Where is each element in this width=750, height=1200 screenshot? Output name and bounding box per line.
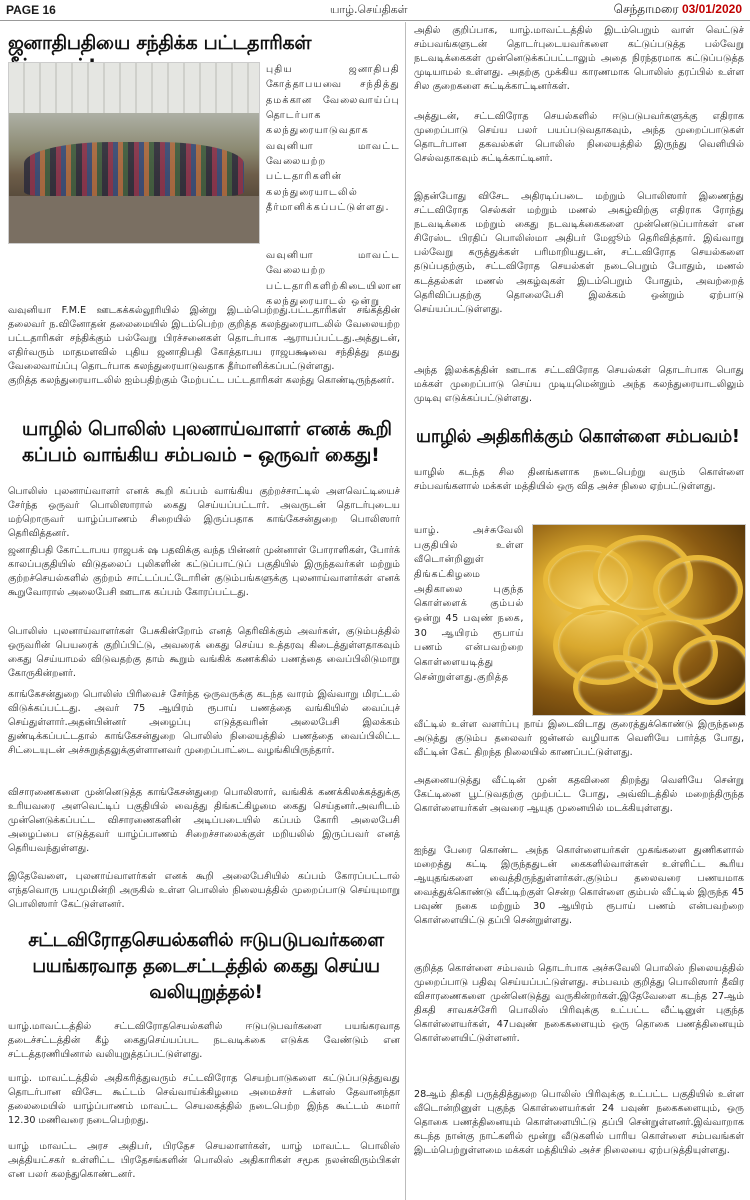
article1-intro: புதிய ஜனாதிபதி கோத்தாபயவை சந்தித்து தமக்கான வேலைவாய்ப்பு தொடர்பாக கலந்துரையாடுவதாக வவுனியா மாவட்ட வேலையற்ற பட்டதாரிகளின் கலந்துரையாடலில் தீர்மானிக்கப்பட்டுள்ளது. xyxy=(266,64,400,214)
right-column xyxy=(412,22,744,1200)
article3-para1: யாழ்.மாவட்டத்தில் சட்டவிரோதசெயல்களில் ஈடுபடுபவர்களை பயங்கரவாத தடைச்சட்டத்தின் கீழ் கைதுசெய்யப்பட நடவடிக்கை எடுக்க வேண்டும் என சட்டத்தரணியினால் வலியுறுத்தப்பட்டுள்ளது. xyxy=(8,1021,400,1061)
article4-para5: குறித்த கொள்ளை சம்பவம் தொடர்பாக அச்சுவேலி பொலிஸ் நிலையத்தில் முறைப்பாடு பதிவு செய்யப்பட்டுள்ளது. சம்பவம் குறித்து பொலிஸார் தீவிர விசாரணைகளை முன்னெடுத்து வருகின்றர்கள்.இதேவேளை கடந்த 27ஆம் திகதி சாவகச்சேரி பொலிஸ் பிரிவுக்கு உட்பட்ட வீட்டினுள் புகுந்த கொள்ளையர்கள், 47பவுண் நகைகளையும் ஒரு தொகை பணத்தினையும் கொள்ளையிட்டுள்ளனர். xyxy=(414,963,744,1045)
article2-para6: இதேவேளை, புலனாய்வாளர்கள் எனக் கூறி அலைபேசியில் கப்பம் கோரப்பட்டால் எந்தவொரு பயமுமின்றி அருகில் உள்ள பொலிஸ் நிலையத்தில் முறைப்பாடு செய்யுமாறு பொலிஸார் கேட்டுள்ளனர். xyxy=(8,871,400,911)
article2-para5: விசாரணைகளை முன்னெடுத்த காங்கேசன்துறை பொலிஸார், வங்கிக் கணக்கிலக்கத்துக்கு உரியவரை அளவெட்டிப் பகுதியில் வைத்து திங்கட்கிழமை கைது செய்தனர்.அவரிடம் முன்னெடுக்கப்பட்ட விசாரணைகளின் அடிப்படையில் கப்பம் கோரி அலைபேசி அழைப்பை எடுத்தவர் யாழ்ப்பாணம் சிறைச்சாலைக்குள் மறியலில் இருப்பவர் எனத் தெரியவந்துள்ளது. xyxy=(8,787,400,855)
article2-para4: காங்கேசன்துறை பொலிஸ் பிரிவைச் சேர்ந்த ஒருவருக்கு கடந்த வாரம் இவ்வாறு மிரட்டல் விடுக்கப்பட்டது. அவர் 75 ஆயிரம் ரூபாய் பணத்தை வங்கியில் வைப்புச் செய்துள்ளார்.அதன்பின்னர் அழைப்பு எடுத்தவரின் அலைபேசி இலக்கம் துண்டிக்கப்பட்டதால் காங்கேசன்துறை பொலிஸ் நிலையத்தில் பணத்தை வைப்பிலிட்ட சிட்டையுடன் அச்சுறுத்தலுக்குள்ளானவர் முறைப்பாட்டை வழங்கியிருந்தார். xyxy=(8,689,400,757)
article3-cont-para2: அத்துடன், சட்டவிரோத செயல்களில் ஈடுபடுபவர்களுக்கு எதிராக முறைப்பாடு செய்ய பலர் பயப்படுவதாகவும், அந்த முறைப்பாடுகள் தொடர்பான தகவல்கள் பொலிஸ் நிலையத்தில் இருந்து வெளியில் செல்வதாகவும் சுட்டிக்காட்டினர். xyxy=(414,111,744,165)
article3-cont-para1: அதில் குறிப்பாக, யாழ்.மாவட்டத்தில் இடம்பெறும் வாள் வெட்டுச் சம்பவங்களுடன் தொடர்புடையவர்களை கட்டுப்படுத்த பல்வேறு நடவடிக்கைகள் முன்னெடுக்கப்பட்டாலும் அதை நிரந்தரமாக கட்டுப்படுத்த முடியாமல் உள்ளது. அதற்கு முக்கிய காரணமாக பொலிஸ் தரப்பில் உள்ள சில குறைகளை சுட்டிக்காட்டினர்கள். xyxy=(414,25,744,93)
paper-name: யாழ்.செய்திகள் xyxy=(330,3,408,16)
article4-para3: அதனையடுத்து வீட்டின் முன் கதவினை திறந்து வெளியே சென்று கேட்டினை பூட்டுவதற்கு முற்பட்ட போது, அவ்விடத்தில் மறைந்திருந்த கொள்ளையர்கள் அவரை ஆயுத முனையில் மடக்கியுள்ளது. xyxy=(414,775,744,815)
article3-para2: யாழ். மாவட்டத்தில் அதிகரித்துவரும் சட்டவிரோத செயற்பாடுகளை கட்டுப்படுத்துவது தொடர்பான விசேட கூட்டம் செவ்வாய்க்கிழமை அமைச்சர் டக்ளஸ் தேவானந்தா தலைமையில் யாழ்ப்பாணம் மாவட்ட செயலகத்தில் நடைபெற்ற இந்த கூட்டம் சுமார் 12.30 மணிவரை நடைபெற்றது. xyxy=(8,1073,400,1127)
date-value: 03/01/2020 xyxy=(681,2,742,16)
article2-para3: பொலிஸ் புலனாய்வாளர்கள் பேசுகின்றோம் எனத் தெரிவிக்கும் அவர்கள், குடும்பத்தில் ஒருவரின் பெயரைக் குறிப்பிட்டு, அவரைக் கைது செய்ய உத்தரவு கிடைத்துள்ளதாகவும் கைது செய்யாமல் விடுவதற்கு தாம் கூறும் வங்கிக் கணக்கில் பணத்தை வைப்பிலிடுமாறு கோருகின்றனர். xyxy=(8,626,400,680)
article4-para1: யாழில் கடந்த சில தினங்களாக நடைபெற்று வரும் கொள்ளை சம்பவங்களால் மக்கள் மத்தியில் ஒரு வித அச்ச நிலை ஏற்பட்டுள்ளது. xyxy=(414,467,744,493)
article1-para3: குறித்த கலந்துரையாடலில் ஐம்பதிற்கும் மேற்பட்ட பட்டதாரிகள் கலந்து கொண்டிருந்தனர். xyxy=(8,375,395,386)
article2-headline: யாழில் பொலிஸ் புலனாய்வாளர் எனக் கூறி கப்பம் வாங்கிய சம்பவம் – ஒருவர் கைது! xyxy=(22,418,392,466)
column-divider xyxy=(405,22,406,1200)
article2-para2: ஜனாதிபதி கோட்டாபய ராஜபக் ஷ பதவிக்கு வந்த பின்னர் முன்னாள் போராளிகள், போர்க் காலப்பகுதியில் விடுதலைப் புலிகளின் கட்டுப்பாட்டுப் பகுதியில் இருந்தவர்கள் மற்றும் குற்றச்செயல்களில் குற்றம் சாட்டப்பட்டோரின் குடும்பங்களுக்கு புலனாய்வாளர்கள் எனக் கூறுவோரால் அலைபேசி ஊடாக கப்பம் கோரப்பட்டது. xyxy=(8,545,400,599)
article3-cont-para3: இதன்போது விசேட அதிரடிப்படை மற்றும் பொலிஸார் இணைந்து சட்டவிரோத செல்கள் மற்றும் மணல் அகழ்விற்கு எதிராக ரோந்து நடவடிக்கை மற்றும் கைது நடவடிக்கைகளை முன்னெடுப்பார்கள் என சிரேஸ்ட பிரதிப் பொலிஸ்மா அதிபர் மேஜூம் தெரிவித்தார். இவ்வாறு பல்வேறு கருத்துக்கள் பரிமாறியதுடன், சட்டவிரோத செயல்களை தடுப்பதற்கும், சட்டவிரோத செயல்கள் நடைபெறும் போதும், மணல் கடத்தல்கள் மணல் அகழ்வுகள் இடம்பெறும் போதும், அவற்றைத் தெரிவிப்பதற்கு தொலைபேசி இலக்கம் ஒன்றும் ஏற்பாடு செய்யப்பட்டுள்ளது. xyxy=(414,191,744,315)
left-column xyxy=(6,22,403,1200)
gold-jewellery-photo xyxy=(532,524,746,716)
article2-para1: பொலிஸ் புலனாய்வாளர் எனக் கூறி கப்பம் வாங்கிய குற்றச்சாட்டில் அளவெட்டியைச் சேர்ந்த ஒருவர் பொலிஸாரால் கைது செய்யப்பட்டார். அவருடன் தொடர்புடைய மற்றொருவர் யாழ்ப்பாணம் சிறையில் இருப்பதாக காங்கேசன்துறை பொலிஸார் தெரிவித்தனர். xyxy=(8,486,400,540)
article3-cont-para4: அந்த இலக்கத்தின் ஊடாக சட்டவிரோத செயல்கள் தொடர்பாக பொது மக்கள் முறைப்பாடு செய்ய முடியுமென்றும் அந்த கலந்துரையாடலிலும் முடிவு எடுக்கப்பட்டுள்ளது. xyxy=(414,365,744,405)
article4-para2b: வீட்டில் உள்ள வளர்ப்பு நாய் இடைவிடாது குரைத்துக்கொண்டு இருந்ததை அடுத்து குடும்ப தலைவர் ஜன்னல் வழியாக வெளியே பார்த்த போது, வீட்டின் கேட் திறந்த நிலையில் காணப்பட்டுள்ளது. xyxy=(414,719,744,759)
article3-para3: யாழ் மாவட்ட அரச அதிபர், பிரதேச செயலாளர்கள், யாழ் மாவட்ட பொலிஸ் அத்தியட்சகர் உள்ளிட்ட பிரதேசங்களின் பொலிஸ் அதிகாரிகள் சமூக நலன்விரும்பிகள் என பலர் கலந்துகொண்டனர். xyxy=(8,1141,400,1181)
article4-para6: 28ஆம் திகதி பருத்தித்துறை பொலிஸ் பிரிவுக்கு உட்பட்ட பகுதியில் உள்ள வீடொன்றினுள் புகுந்த கொள்ளையர்கள் 24 பவுண் நகைகளையும், ஒரு தொகை பணத்தினையும் கொள்ளையிட்டு தப்பி சென்றுள்ளனர்.இவ்வாறாக கடந்த நான்கு நாட்களில் மூன்று வீடுகளில் பாரிய கொள்ளை சம்பவங்கள் இடம்பெற்றுள்ளமை மக்கள் மத்தியில் அச்ச நிலையை ஏற்படுத்தியுள்ளது. xyxy=(414,1089,744,1157)
article3-headline: சட்டவிரோதசெயல்களில் ஈடுபடுபவர்களை பயங்கரவாத தடைசட்டத்தில் கைது செய்ய வலியுறுத்தல்! xyxy=(28,930,384,1003)
date-prefix: செந்தாமரை xyxy=(613,2,679,16)
article4-para4: ஐந்து பேரை கொண்ட அந்த கொள்ளையர்கள் முகங்களை துணிகளால் மறைத்து கட்டி இருந்ததுடன் கைகளில்வாள்கள் உள்ளிட்ட கூரிய ஆயுதங்களை வைத்திருந்துள்ளர்கள்.குடும்ப தலைவரை பணயமாக வைத்துக்கொண்டு வீட்டிற்குள் சென்ற கொள்ளை கும்பல் வீட்டில் இருந்த 45 பவுண் நகை மற்றும் 30 ஆயிரம் ரூபாய் பணம் என்பவற்றை கொள்ளையிட்டு தப்பி சென்றுள்ளது. xyxy=(414,845,744,927)
page-number: PAGE 16 xyxy=(6,3,56,17)
article4-para2a: யாழ். அச்சுவேலி பகுதியில் உள்ள வீடொன்றினுள் திங்கட்கிழமை அதிகாலை புகுந்த கொள்ளைக் கும்பல் ஒன்று 45 பவுண் நகை, 30 ஆயிரம் ரூபாய் பணம் என்பவற்றை கொள்ளையடித்து சென்றுள்ளது.குறித்த xyxy=(414,525,524,683)
article1-para2a: வவுனியா மாவட்ட வேலையற்ற பட்டதாரிகளிற்கிடையிலான கலந்துரையாடல் ஒன்று xyxy=(266,250,403,308)
issue-date xyxy=(614,2,742,18)
meeting-crowd-photo xyxy=(8,62,260,244)
article1-para2b: வவுனியா F.M.E ஊடகக்கல்லூரியில் இன்று இடம்பெற்றது.பட்டதாரிகள் சங்கத்தின் தலைவர் ந.வினோதன் தலைமையில் இடம்பெற்ற குறித்த கலந்துரையாடலில் வேலையற்ற பட்டதாரிகள் சந்திக்கும் பல்வேறு பிரச்சனைகள் தொடர்பாக ஆராயப்பட்டது.அத்துடன், எதிர்வரும் மாதமளவில் புதிய ஜனாதிபதி கோத்தாபய ராஜபக்ஷவை சந்தித்து தமது வேலைவாய்ப்பு தொடர்பாக கலந்துரையாடுவதாக தீர்மானிக்கப்பட்டுள்ளது. xyxy=(8,305,400,373)
article4-headline: யாழில் அதிகரிக்கும் கொள்ளை சம்பவம்! xyxy=(416,427,740,447)
article1-headline: ஜனாதிபதியை சந்திக்க பட்டதாரிகள் xyxy=(8,32,312,54)
page-header xyxy=(0,0,750,21)
